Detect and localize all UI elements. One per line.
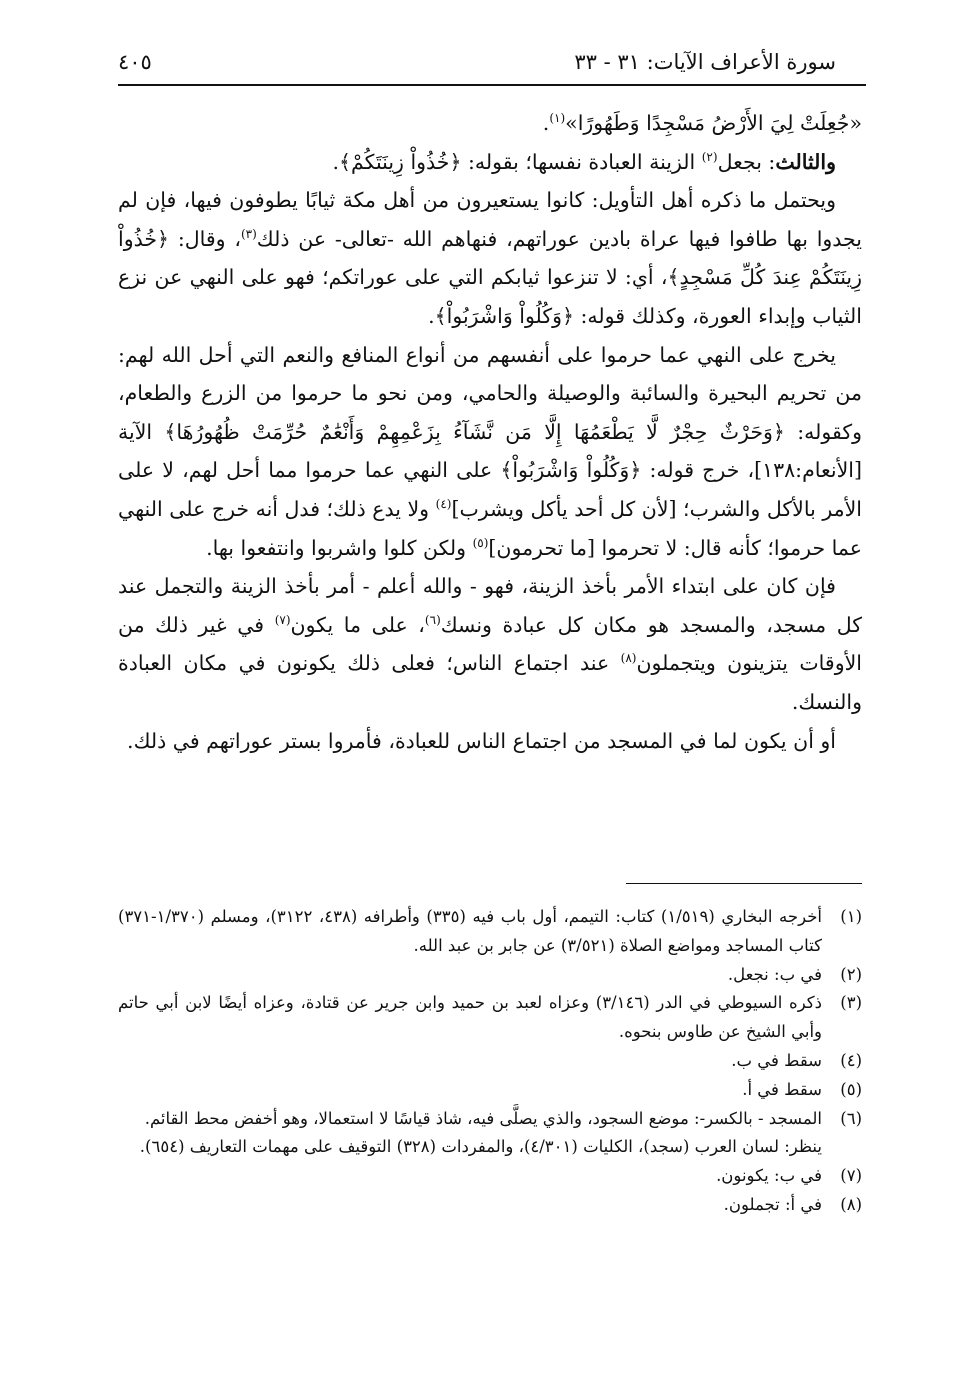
page-number: ٤٠٥ <box>118 50 152 74</box>
footnote-6 <box>118 1105 862 1134</box>
footnote-number: (٣) <box>840 993 862 1013</box>
footnote-text: في ب: يكونون. <box>716 1166 822 1186</box>
footnote-divider <box>626 883 862 884</box>
footnote-number: (٦) <box>840 1108 862 1128</box>
header-divider <box>118 84 866 86</box>
footnote-ref-3: (٣) <box>240 226 257 241</box>
footnote-ref-1: (١) <box>549 111 566 126</box>
paragraph-3: ويحتمل ما ذكره أهل التأويل: كانوا يستعيرون من أهل مكة ثيابًا يطوفون فيها، فإن لم يجدوا بها طافوا فيها عراة بادين عوراتهم، فنهاهم الله -تعالى- عن ذلك$^{(٣)}$، وقال: ﴿خُذُواْ زِينَتَكُمْ عِندَ كُلِّ مَسْجِدٍ﴾، أي: لا تنزعوا ثيابكم التي على عوراتكم؛ فهو على النهي عن نزع الثياب وإبداء العورة، وكذلك قوله: ﴿وَكُلُواْ وَاشْرَبُواْ﴾. <box>118 188 862 328</box>
footnote-3 <box>118 989 862 1047</box>
footnote-number: (٨) <box>840 1194 862 1214</box>
footnote-1 <box>118 903 862 961</box>
footnote-text: في ب: نجعل. <box>727 964 822 984</box>
paragraph-lead: والثالث <box>775 149 836 174</box>
footnote-2 <box>118 961 862 990</box>
footnote-text: في أ: تجملون. <box>723 1194 822 1214</box>
footnote-number: (٧) <box>840 1166 862 1186</box>
footnote-8 <box>118 1191 862 1220</box>
paragraph-4: يخرج على النهي عما حرموا على أنفسهم من أنواع المنافع والنعم التي أحل الله لهم: من تحريم البحيرة والسائبة والوصيلة والحامي، ومن نحو ما حرموا من الزرع والطعام، وكقوله: ﴿وَحَرْثٌ حِجْرٌ لَّا يَطْعَمُهَا إِلَّا مَن نَّشَآءُ بِزَعْمِهِمْ وَأَنْعَٰمٌ حُرِّمَتْ ظُهُورُهَا﴾ الآية [الأنعام:١٣٨]، خرج قوله: ﴿وَكُلُواْ وَاشْرَبُواْ﴾ على النهي عما حرموا مما أحل لهم، لا على الأمر بالأكل والشرب؛ [لأن كل أحد يأكل ويشرب]$^{(٤)}$ ولا يدع ذلك؛ فدل أنه خرج على النهي عما حرموا؛ كأنه قال: لا تحرموا [ما تحرمون]$^{(٥)}$ ولكن كلوا واشربوا وانتفعوا بها. <box>118 342 862 560</box>
footnote-text: ذكره السيوطي في الدر (٣/١٤٦) وعزاه لعبد بن حميد وابن جرير عن قتادة، وعزاه أيضًا لابن أبي حاتم وأبي الشيخ عن طاوس بنحوه. <box>118 993 823 1042</box>
paragraph-6: أو أن يكون لما في المسجد من اجتماع الناس للعبادة، فأمروا بستر عوراتهم في ذلك. <box>127 728 836 753</box>
footnote-ref-4: (٤) <box>435 497 452 512</box>
footnote-text: سقط في أ. <box>742 1079 822 1099</box>
footnote-number: (٥) <box>840 1079 862 1099</box>
footnote-number: (١) <box>840 907 862 926</box>
page-header <box>118 40 836 74</box>
footnote-5 <box>118 1076 862 1105</box>
paragraph-5: فإن كان على ابتداء الأمر بأخذ الزينة، فهو - والله أعلم - أمر بأخذ الزينة والتجمل عند كل مسجد، والمسجد هو مكان كل عبادة ونسك$^{(٦)}$، على ما يكون$^{(٧)}$ في غير ذلك من الأوقات يتزينون ويتجملون$^{(٨)}$ عند اجتماع الناس؛ فعلى ذلك يكونون في مكان العبادة والنسك. <box>118 574 862 714</box>
footnote-text: المسجد - بالكسر-: موضع السجود، والذي يصلَّى فيه، شاذ قياسًا لا استعمالا، وهو أخفض محط القائم. <box>144 1108 822 1128</box>
footnote-6-continuation: ينظر: لسان العرب (سجد)، الكليات (٤/٣٠١)، والمفردات (٣٢٨) التوقيف على مهمات التعاريف (٦٥٤). <box>139 1137 822 1157</box>
footnote-ref-2: (٢) <box>701 149 718 164</box>
paragraph-1: «جُعِلَتْ لِيَ الأَرْضُ مَسْجِدًا وَطَهُورًا»$^{(١)}$. <box>542 111 862 135</box>
footnotes <box>118 903 862 1220</box>
footnote-number: (٤) <box>840 1050 862 1070</box>
footnote-ref-5: (٥) <box>472 535 489 550</box>
paragraph-2: والثالث: بجعل$^{(٢)}$ الزينة العبادة نفسها؛ بقوله: ﴿خُذُواْ زِينَتَكُمْ﴾. <box>332 149 836 174</box>
footnote-4 <box>118 1047 862 1076</box>
footnote-ref-7: (٧) <box>274 612 291 627</box>
footnote-7 <box>118 1162 862 1191</box>
footnote-text: أخرجه البخاري (١/٥١٩) كتاب: التيمم، أول باب فيه (٣٣٥) وأطرافه (٤٣٨، ٣١٢٢)، ومسلم (١/٣٧٠-٣٧١) كتاب المساجد ومواضع الصلاة (٣/٥٢١) عن جابر بن عبد الله. <box>118 907 822 955</box>
main-text <box>118 104 862 760</box>
footnote-text: سقط في ب. <box>731 1050 822 1070</box>
running-title: سورة الأعراف الآيات: ٣١ - ٣٣ <box>574 50 836 74</box>
footnote-ref-6: (٦) <box>424 612 441 627</box>
footnote-number: (٢) <box>840 964 862 984</box>
footnote-ref-8: (٨) <box>620 651 637 666</box>
